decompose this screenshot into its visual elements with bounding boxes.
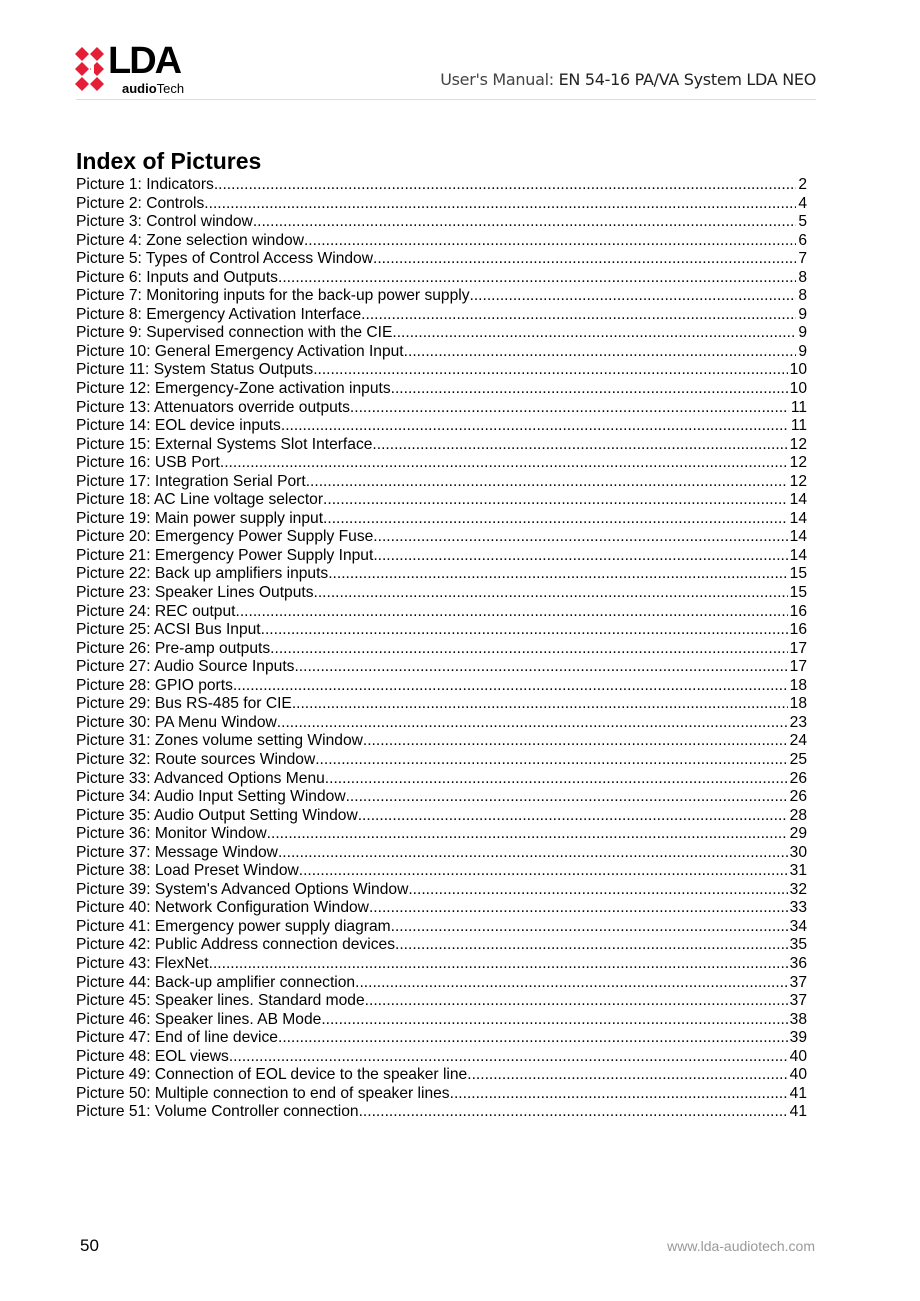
entry-page: 17 (789, 639, 807, 657)
dot-leader (204, 195, 796, 214)
entry-page: 14 (789, 491, 807, 509)
entry-page: 23 (789, 713, 807, 731)
index-entry[interactable] (76, 380, 807, 399)
index-entry[interactable] (76, 1066, 807, 1085)
entry-page: 12 (789, 435, 807, 453)
entry-page: 30 (789, 843, 807, 861)
entry-label: Picture 16: USB Port (76, 454, 220, 472)
entry-page: 14 (789, 546, 807, 564)
entry-page: 6 (798, 231, 807, 249)
dot-leader (365, 992, 788, 1011)
dot-leader (328, 565, 787, 584)
entry-page: 18 (789, 676, 807, 694)
entry-label: Picture 14: EOL device inputs (76, 417, 281, 435)
index-entry[interactable] (76, 1103, 807, 1122)
index-entry[interactable] (76, 770, 807, 789)
entry-page: 17 (789, 658, 807, 676)
entry-page: 41 (789, 1103, 807, 1121)
dot-leader (277, 714, 788, 733)
index-entry[interactable] (76, 491, 807, 510)
page-title: Index of Pictures (76, 148, 262, 174)
index-entry[interactable] (76, 584, 807, 603)
index-entry[interactable] (76, 936, 807, 955)
index-entry[interactable] (76, 547, 807, 566)
entry-page: 32 (789, 880, 807, 898)
header-divider (76, 99, 816, 100)
entry-label: Picture 1: Indicators (76, 176, 214, 193)
dot-leader (450, 1085, 788, 1104)
index-entry[interactable] (76, 714, 807, 733)
entry-page: 41 (789, 1084, 807, 1102)
dot-leader (346, 788, 788, 807)
dot-leader (350, 399, 789, 418)
dot-leader (323, 491, 788, 510)
entry-page: 11 (790, 417, 807, 435)
dot-leader (470, 287, 797, 306)
entry-label: Picture 18: AC Line voltage selector (76, 491, 324, 509)
entry-label: Picture 4: Zone selection window (76, 231, 304, 249)
dot-leader (314, 584, 788, 603)
index-entry[interactable] (76, 361, 807, 380)
entry-label: Picture 19: Main power supply input (76, 509, 324, 527)
entry-page: 18 (789, 695, 807, 713)
header-title-main: EN 54-16 PA/VA System LDA NEO (558, 70, 816, 89)
header-title-prefix: User's Manual: (440, 70, 554, 89)
index-entry[interactable] (76, 454, 807, 473)
entry-page: 16 (789, 621, 807, 639)
entry-label: Picture 12: Emergency-Zone activation inputs (76, 380, 391, 398)
dot-leader (373, 250, 796, 269)
entry-label: Picture 35: Audio Output Setting Window (76, 806, 358, 824)
logo-wordmark: LDA (108, 40, 181, 82)
index-entry[interactable] (76, 1085, 807, 1104)
dot-leader (361, 306, 796, 325)
entry-page: 9 (798, 305, 807, 323)
index-entry[interactable] (76, 751, 807, 770)
dot-leader (321, 1011, 787, 1030)
entry-page: 34 (789, 917, 807, 935)
dot-leader (391, 918, 788, 937)
dot-leader (391, 380, 788, 399)
dot-leader (355, 974, 788, 993)
entry-page: 31 (789, 862, 807, 880)
index-entry[interactable] (76, 565, 807, 584)
index-entry[interactable] (76, 881, 807, 900)
dot-leader (270, 640, 787, 659)
entry-page: 38 (789, 1010, 807, 1028)
entry-label: Picture 44: Back-up amplifier connection (76, 973, 356, 991)
index-entry[interactable] (76, 287, 807, 306)
entry-page: 14 (789, 528, 807, 546)
index-entry[interactable] (76, 269, 807, 288)
entry-label: Picture 47: End of line device (76, 1029, 278, 1047)
entry-label: Picture 31: Zones volume setting Window (76, 732, 363, 750)
index-entry[interactable] (76, 640, 807, 659)
entry-page: 5 (798, 213, 807, 231)
entry-label: Picture 2: Controls (76, 194, 205, 212)
entry-page: 15 (789, 584, 807, 602)
dot-leader (209, 955, 788, 974)
index-entry[interactable] (76, 955, 807, 974)
entry-label: Picture 32: Route sources Window (76, 750, 316, 768)
entry-page: 15 (789, 565, 807, 583)
entry-page: 16 (789, 602, 807, 620)
entry-page: 4 (798, 194, 807, 212)
dot-leader (281, 417, 789, 436)
dot-leader (304, 232, 796, 251)
dot-leader (325, 770, 788, 789)
entry-page: 29 (789, 825, 807, 843)
dot-leader (278, 1029, 788, 1048)
dot-leader (233, 677, 788, 696)
dot-leader (299, 862, 788, 881)
entry-label: Picture 27: Audio Source Inputs (76, 658, 295, 676)
entry-label: Picture 24: REC output (76, 602, 236, 620)
dot-leader (392, 324, 796, 343)
entry-page: 10 (789, 361, 807, 379)
header-title (440, 70, 816, 90)
entry-label: Picture 20: Emergency Power Supply Fuse (76, 528, 374, 546)
index-entry[interactable] (76, 825, 807, 844)
logo-diamonds-icon (74, 46, 106, 92)
dot-leader (313, 361, 787, 380)
entry-label: Picture 39: System's Advanced Options Window (76, 880, 409, 898)
index-entry[interactable] (76, 807, 807, 826)
entry-label: Picture 34: Audio Input Setting Window (76, 788, 346, 806)
entry-page: 9 (798, 324, 807, 342)
footer-page-number: 50 (80, 1236, 99, 1255)
index-entry[interactable] (76, 436, 807, 455)
entry-label: Picture 11: System Status Outputs (76, 361, 314, 379)
dot-leader (267, 825, 788, 844)
entry-page: 35 (789, 936, 807, 954)
dot-leader (292, 695, 788, 714)
dot-leader (315, 751, 787, 770)
entry-page: 10 (789, 380, 807, 398)
entry-label: Picture 40: Network Configuration Window (76, 899, 369, 917)
entry-page: 11 (790, 398, 807, 416)
dot-leader (323, 510, 788, 529)
dot-leader (373, 547, 787, 566)
index-entry[interactable] (76, 250, 807, 269)
entry-label: Picture 10: General Emergency Activation Input (76, 342, 404, 360)
entry-label: Picture 33: Advanced Options Menu (76, 769, 325, 787)
logo-subtitle: audioTech (122, 81, 185, 96)
entry-label: Picture 7: Monitoring inputs for the back-up power supply (76, 287, 470, 305)
dot-leader (372, 436, 787, 455)
index-entry[interactable] (76, 232, 807, 251)
index-entry[interactable] (76, 695, 807, 714)
dot-leader (369, 899, 788, 918)
entry-label: Picture 25: ACSI Bus Input (76, 621, 261, 639)
entry-label: Picture 17: Integration Serial Port (76, 472, 306, 490)
entry-page: 25 (789, 750, 807, 768)
picture-index-list (76, 176, 807, 1122)
dot-leader (220, 454, 788, 473)
dot-leader (278, 844, 788, 863)
dot-leader (214, 176, 797, 195)
entry-label: Picture 49: Connection of EOL device to the speaker line (76, 1066, 468, 1084)
dot-leader (294, 658, 787, 677)
index-entry[interactable] (76, 621, 807, 640)
entry-page: 7 (798, 250, 807, 268)
entry-label: Picture 30: PA Menu Window (76, 713, 277, 731)
index-entry[interactable] (76, 417, 807, 436)
dot-leader (359, 1103, 788, 1122)
entry-page: 26 (789, 769, 807, 787)
entry-label: Picture 43: FlexNet (76, 954, 209, 972)
entry-label: Picture 13: Attenuators override outputs (76, 398, 350, 416)
entry-page: 8 (798, 268, 807, 286)
dot-leader (278, 269, 796, 288)
index-entry[interactable] (76, 899, 807, 918)
dot-leader (404, 343, 797, 362)
entry-page: 28 (789, 806, 807, 824)
entry-page: 9 (798, 342, 807, 360)
entry-label: Picture 45: Speaker lines. Standard mode (76, 992, 365, 1010)
entry-page: 39 (789, 1029, 807, 1047)
footer-url[interactable]: www.lda-audiotech.com (667, 1238, 815, 1254)
index-entry[interactable] (76, 862, 807, 881)
index-entry[interactable] (76, 195, 807, 214)
index-entry[interactable] (76, 732, 807, 751)
entry-label: Picture 3: Control window (76, 213, 253, 231)
entry-label: Picture 26: Pre-amp outputs (76, 639, 271, 657)
index-entry[interactable] (76, 677, 807, 696)
index-entry[interactable] (76, 658, 807, 677)
entry-label: Picture 15: External Systems Slot Interface (76, 435, 373, 453)
entry-page: 36 (789, 954, 807, 972)
dot-leader (229, 1048, 788, 1067)
entry-page: 24 (789, 732, 807, 750)
index-entry[interactable] (76, 510, 807, 529)
dot-leader (306, 473, 788, 492)
entry-page: 33 (789, 899, 807, 917)
index-entry[interactable] (76, 1048, 807, 1067)
index-entry[interactable] (76, 343, 807, 362)
dot-leader (467, 1066, 787, 1085)
entry-label: Picture 42: Public Address connection devices (76, 936, 395, 954)
entry-label: Picture 21: Emergency Power Supply Input (76, 546, 374, 564)
dot-leader (261, 621, 788, 640)
entry-label: Picture 29: Bus RS-485 for CIE (76, 695, 292, 713)
index-entry[interactable] (76, 844, 807, 863)
entry-label: Picture 23: Speaker Lines Outputs (76, 584, 314, 602)
index-entry[interactable] (76, 788, 807, 807)
entry-label: Picture 6: Inputs and Outputs (76, 268, 278, 286)
index-entry[interactable] (76, 324, 807, 343)
entry-page: 12 (789, 472, 807, 490)
index-entry[interactable] (76, 306, 807, 325)
entry-label: Picture 5: Types of Control Access Window (76, 250, 373, 268)
index-entry[interactable] (76, 176, 807, 195)
dot-leader (363, 732, 788, 751)
dot-leader (395, 936, 788, 955)
entry-page: 8 (798, 287, 807, 305)
entry-label: Picture 9: Supervised connection with the CIE (76, 324, 393, 342)
entry-label: Picture 38: Load Preset Window (76, 862, 299, 880)
entry-page: 14 (789, 509, 807, 527)
index-entry[interactable] (76, 213, 807, 232)
index-entry[interactable] (76, 603, 807, 622)
index-entry[interactable] (76, 1029, 807, 1048)
index-entry[interactable] (76, 473, 807, 492)
entry-page: 2 (798, 176, 807, 193)
entry-label: Picture 37: Message Window (76, 843, 278, 861)
dot-leader (253, 213, 797, 232)
entry-page: 37 (789, 973, 807, 991)
dot-leader (408, 881, 787, 900)
entry-label: Picture 50: Multiple connection to end of speaker lines (76, 1084, 450, 1102)
entry-label: Picture 36: Monitor Window (76, 825, 267, 843)
entry-label: Picture 22: Back up amplifiers inputs (76, 565, 329, 583)
dot-leader (236, 603, 788, 622)
dot-leader (373, 528, 787, 547)
index-entry[interactable] (76, 974, 807, 993)
entry-label: Picture 41: Emergency power supply diagram (76, 917, 391, 935)
index-entry[interactable] (76, 1011, 807, 1030)
entry-label: Picture 8: Emergency Activation Interface (76, 305, 362, 323)
entry-page: 40 (789, 1066, 807, 1084)
entry-label: Picture 48: EOL views (76, 1047, 229, 1065)
entry-page: 12 (789, 454, 807, 472)
index-entry[interactable] (76, 399, 807, 418)
dot-leader (358, 807, 788, 826)
entry-label: Picture 46: Speaker lines. AB Mode (76, 1010, 322, 1028)
entry-label: Picture 28: GPIO ports (76, 676, 233, 694)
index-entry[interactable] (76, 528, 807, 547)
entry-page: 40 (789, 1047, 807, 1065)
entry-page: 26 (789, 788, 807, 806)
entry-page: 37 (789, 992, 807, 1010)
index-entry[interactable] (76, 992, 807, 1011)
entry-label: Picture 51: Volume Controller connection (76, 1103, 359, 1121)
index-entry[interactable] (76, 918, 807, 937)
